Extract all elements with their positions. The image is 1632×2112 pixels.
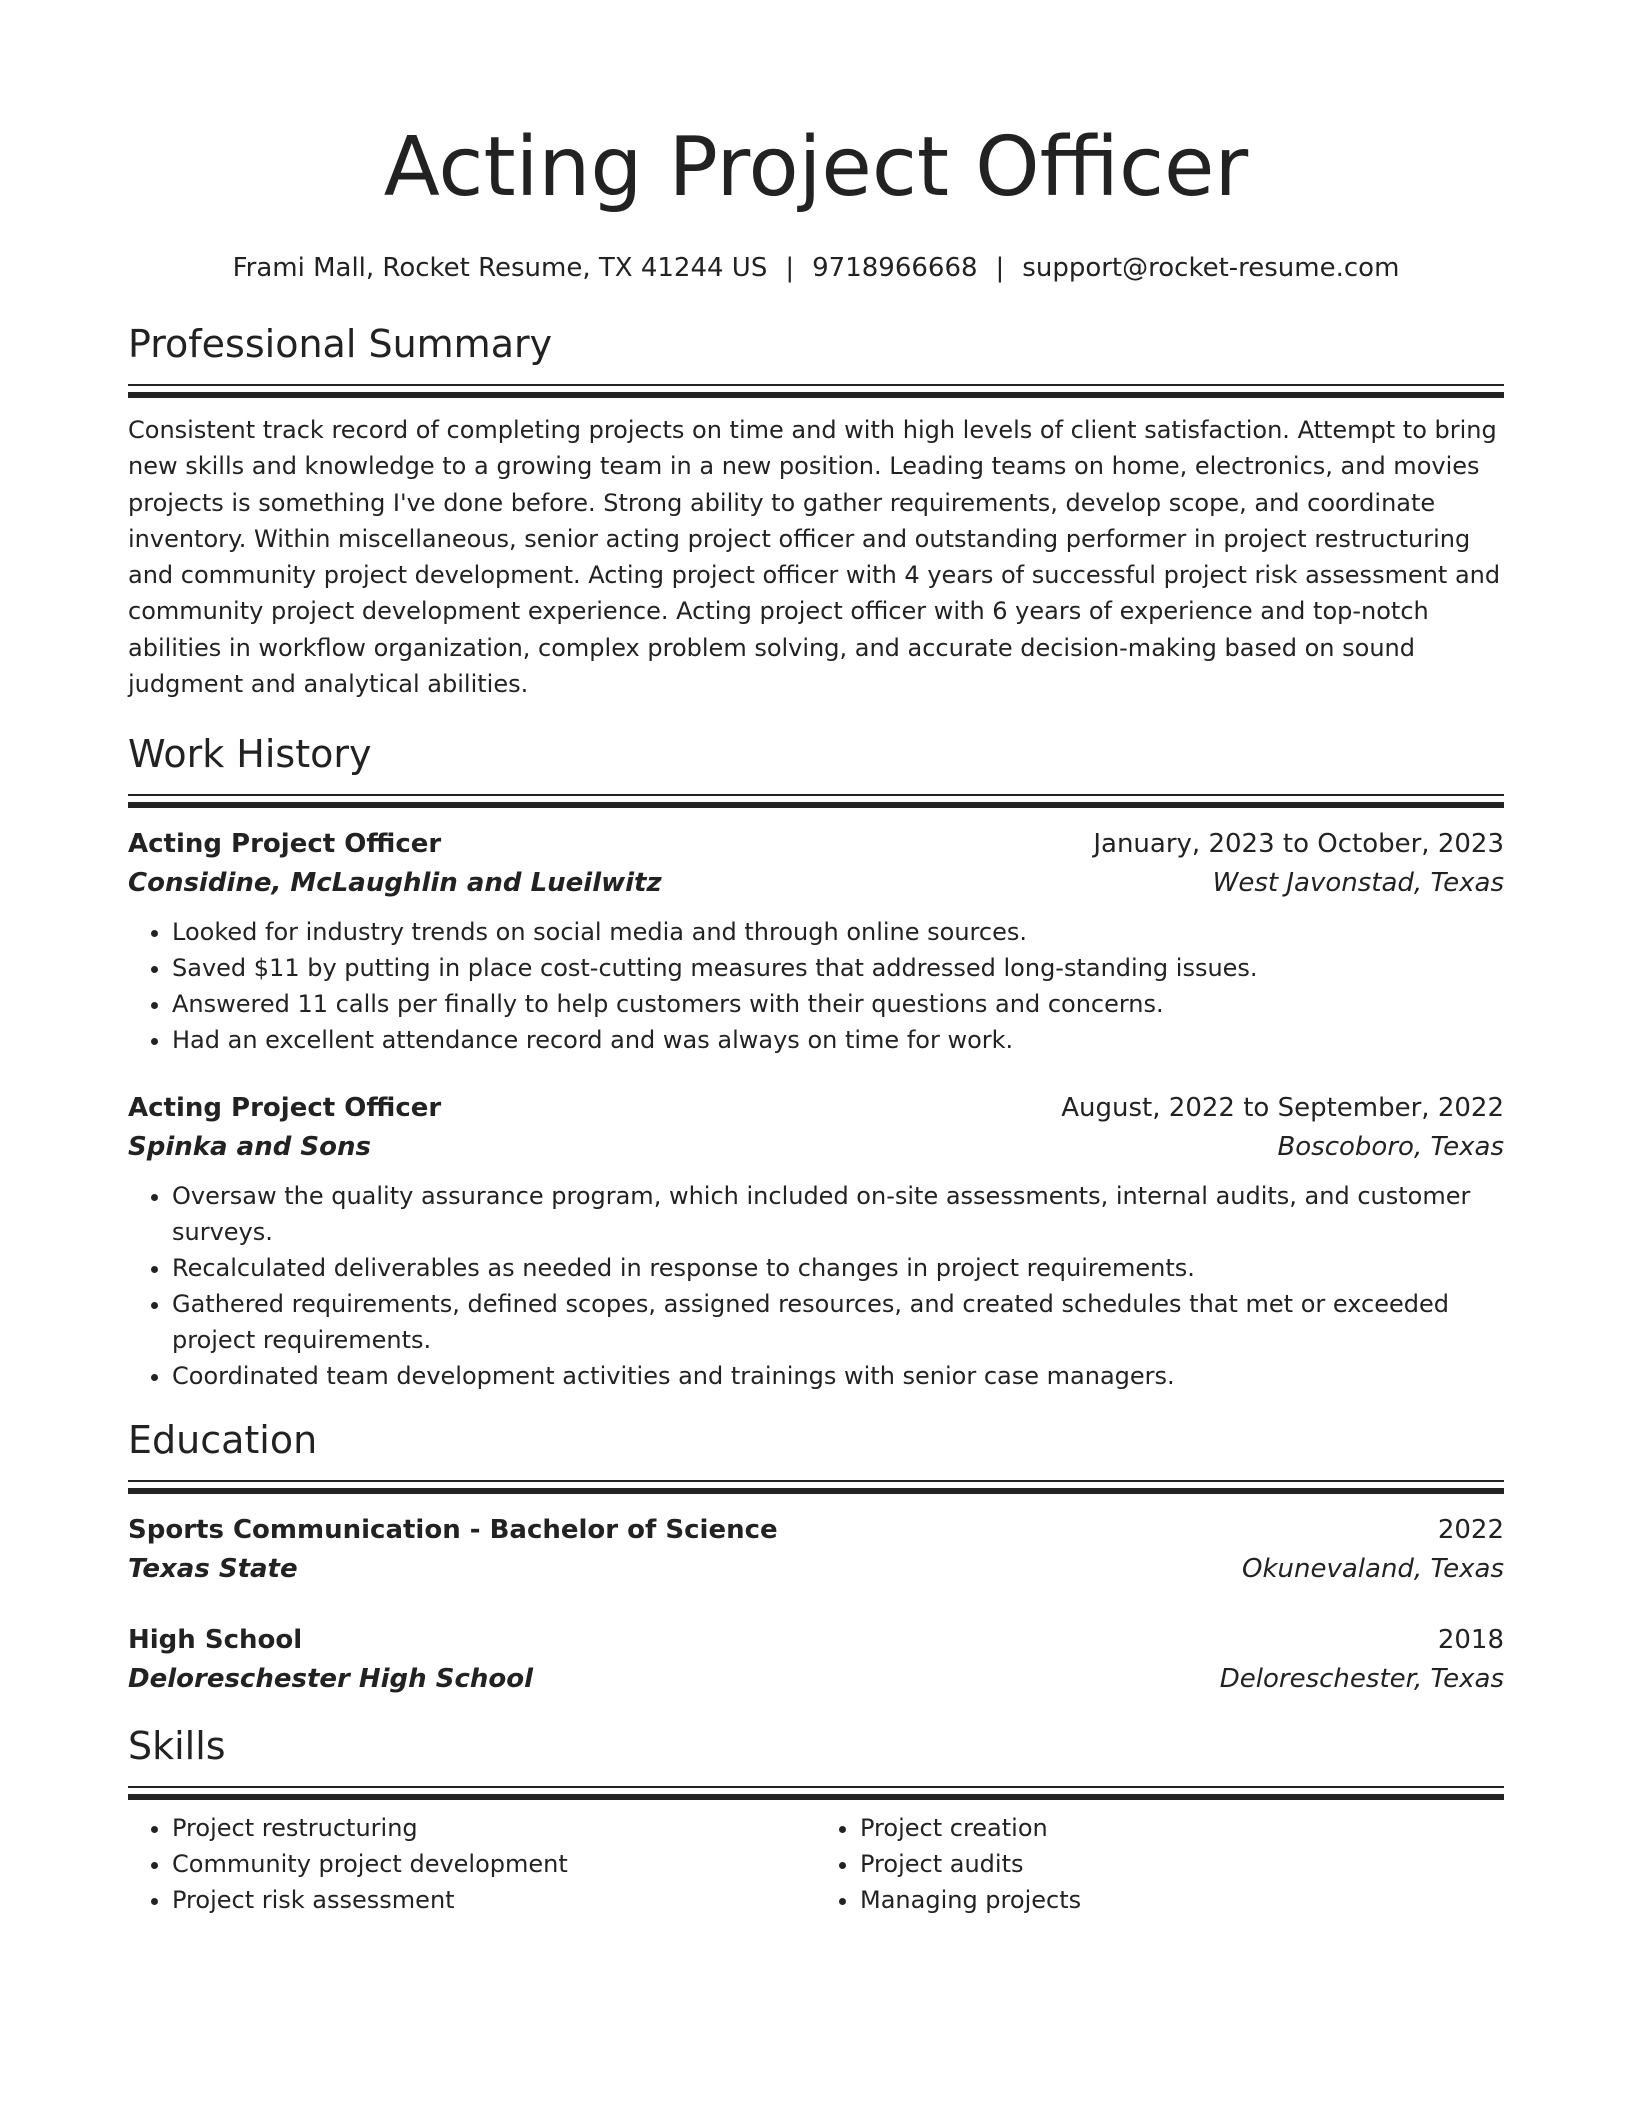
list-item: • Oversaw the quality assurance program, which included on-site assessments, internal audits, and customer surveys. [172, 1178, 1504, 1250]
job-company: Considine, McLaughlin and Lueilwitz [128, 868, 662, 899]
job-location: Boscoboro, Texas [1277, 1132, 1504, 1163]
skill-item: • Project risk assessment [172, 1882, 816, 1918]
graduation-year: 2022 [1437, 1515, 1504, 1546]
school-name: Texas State [128, 1554, 298, 1585]
graduation-year: 2018 [1437, 1625, 1504, 1656]
section-title: Skills [128, 1724, 226, 1769]
skills-columns [128, 1800, 1504, 1918]
section-divider [128, 1480, 1504, 1494]
work-history-section [128, 730, 1504, 1394]
summary-text: Consistent track record of completing projects on time and with high levels of client satisfaction. Attempt to bring new skills and knowledge to a growing team in a new position. Leading teams on home, electronics, and movies projects is something I've done before. Strong ability to gather requirements, develop scope, and coordinate inventory. Within miscellaneous, senior acting project officer and outstanding performer in project restructuring and community project development. Acting project officer with 4 years of successful project risk assessment and community project development experience. Acting project officer with 6 years of experience and top-notch abilities in workflow organization, complex problem solving, and accurate decision-making based on sound judgment and analytical abilities. [128, 416, 1501, 699]
contact-separator: | [995, 253, 1005, 283]
section-divider [128, 384, 1504, 398]
skills-list-left [128, 1810, 816, 1918]
school-location: Deloreschester, Texas [1219, 1664, 1504, 1695]
skill-item: • Project creation [860, 1810, 1504, 1846]
section-title: Education [128, 1418, 318, 1463]
contact-line [128, 250, 1504, 286]
degree-title: Sports Communication - Bachelor of Science [128, 1515, 778, 1546]
job-entry [128, 1088, 1504, 1394]
degree-title: High School [128, 1625, 303, 1656]
section-title: Professional Summary [128, 322, 553, 366]
list-item: • Looked for industry trends on social media and through online sources. [172, 914, 1504, 950]
job-title: Acting Project Officer [128, 1093, 442, 1124]
contact-phone: 9718966668 [812, 253, 978, 283]
list-item: • Gathered requirements, defined scopes, assigned resources, and created schedules that met or exceeded project requirements. [172, 1286, 1504, 1358]
resume-name: Acting Project Officer [383, 120, 1249, 215]
job-location: West Javonstad, Texas [1212, 868, 1504, 899]
education-entry [128, 1510, 1504, 1588]
list-item: • Saved $11 by putting in place cost-cutting measures that addressed long-standing issues. [172, 950, 1504, 986]
list-item: • Recalculated deliverables as needed in response to changes in project requirements. [172, 1250, 1504, 1286]
section-divider [128, 794, 1504, 808]
job-bullets [128, 1178, 1504, 1394]
contact-address: Frami Mall, Rocket Resume, TX 41244 US [232, 253, 768, 283]
education-section [128, 1416, 1504, 1698]
education-entry [128, 1620, 1504, 1698]
section-title: Work History [128, 732, 372, 777]
job-company: Spinka and Sons [128, 1132, 371, 1163]
contact-separator: | [785, 253, 795, 283]
skills-list-right [816, 1810, 1504, 1918]
list-item: • Had an excellent attendance record and was always on time for work. [172, 1022, 1504, 1058]
job-entry [128, 824, 1504, 1058]
skills-section [128, 1722, 1504, 1918]
job-title: Acting Project Officer [128, 829, 442, 860]
skill-item: • Managing projects [860, 1882, 1504, 1918]
list-item: • Coordinated team development activities and trainings with senior case managers. [172, 1358, 1504, 1394]
job-dates: January, 2023 to October, 2023 [1093, 829, 1504, 860]
skill-item: • Project restructuring [172, 1810, 816, 1846]
school-name: Deloreschester High School [128, 1664, 534, 1695]
skill-item: • Community project development [172, 1846, 816, 1882]
list-item: • Answered 11 calls per finally to help customers with their questions and concerns. [172, 986, 1504, 1022]
job-bullets [128, 914, 1504, 1058]
skill-item: • Project audits [860, 1846, 1504, 1882]
summary-section [128, 320, 1504, 702]
section-divider [128, 1786, 1504, 1800]
school-location: Okunevaland, Texas [1242, 1554, 1504, 1585]
job-dates: August, 2022 to September, 2022 [1061, 1093, 1504, 1124]
contact-email: support@rocket-resume.com [1022, 253, 1400, 283]
